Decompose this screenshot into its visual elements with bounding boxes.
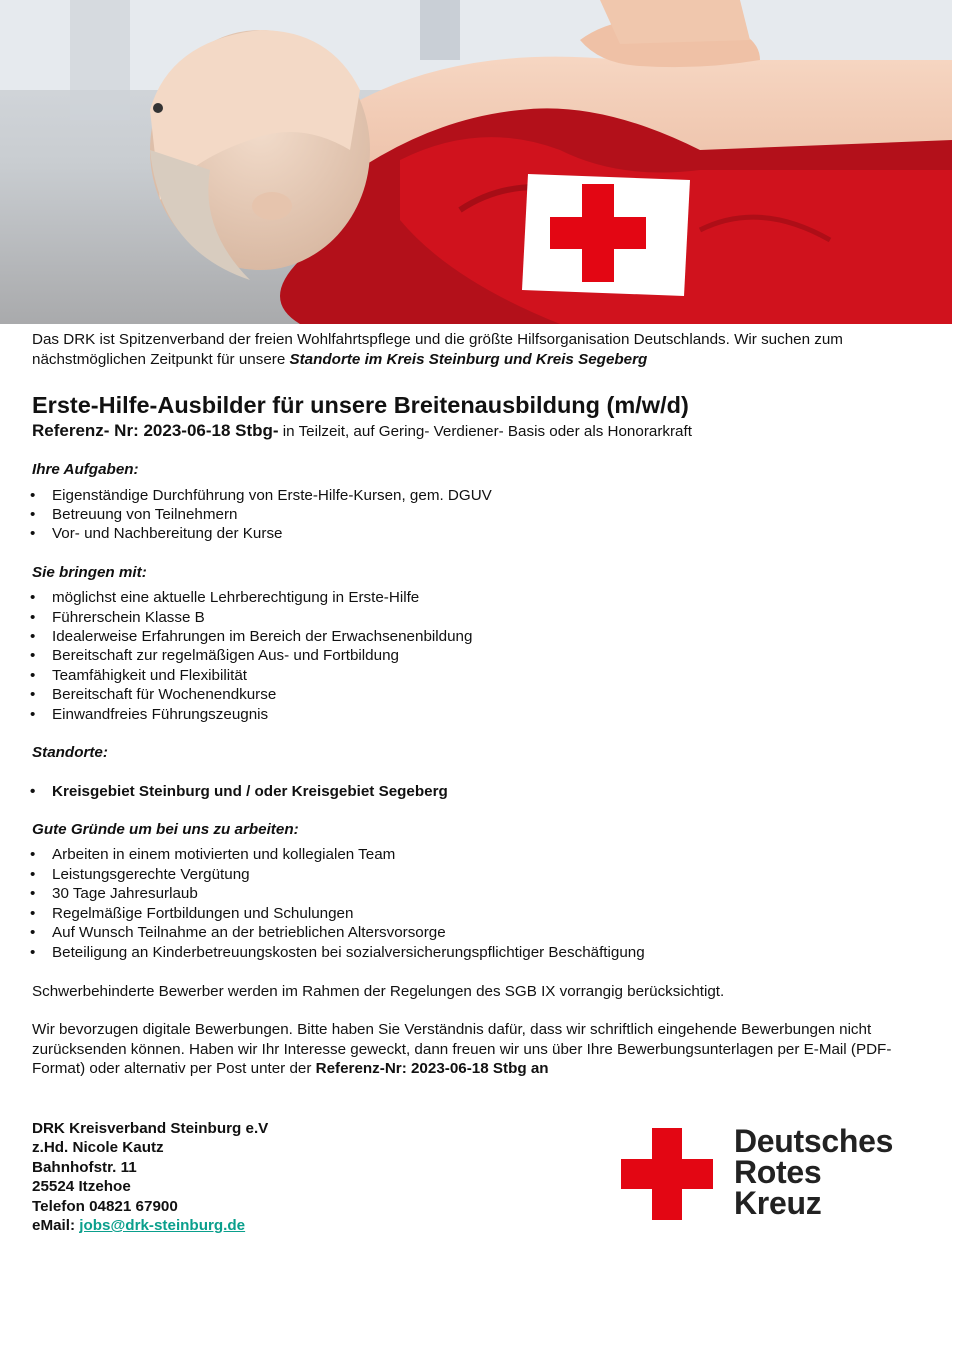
locations-heading: Standorte:: [32, 744, 108, 762]
list-item: • Idealerweise Erfahrungen im Bereich der Erwachsenenbildung: [30, 627, 932, 646]
list-item: • Arbeiten in einem motivierten und kollegialen Team: [30, 845, 932, 864]
contact-phone: Telefon 04821 67900: [32, 1197, 178, 1215]
application-reference: Referenz-Nr: 2023-06-18 Stbg an: [315, 1060, 549, 1078]
list-item: • Einwandfreies Führungszeugnis: [30, 705, 932, 724]
email-link[interactable]: jobs@drk-steinburg.de: [79, 1217, 246, 1235]
tasks-list: [32, 486, 932, 544]
red-cross-icon: [621, 1128, 713, 1220]
list-item: • Betreuung von Teilnehmern: [30, 505, 932, 524]
tasks-heading: Ihre Aufgaben:: [32, 461, 139, 478]
list-item: • Eigenständige Durchführung von Erste-Hilfe-Kursen, gem. DGUV: [30, 486, 932, 505]
reference-number: Referenz- Nr: 2023-06-18 Stbg-: [32, 421, 279, 440]
list-item: • Kreisgebiet Steinburg und / oder Kreisgebiet Segeberg: [30, 782, 932, 801]
list-item: • Vor- und Nachbereitung der Kurse: [30, 524, 932, 543]
contact-email-line: [32, 1216, 268, 1235]
drk-logo: [621, 1123, 921, 1226]
job-title: Erste-Hilfe-Ausbilder für unsere Breitenausbildung (m/w/d): [32, 392, 689, 418]
job-posting: [32, 330, 932, 1079]
list-item: • Bereitschaft für Wochenendkurse: [30, 685, 932, 704]
locations-list: [32, 782, 932, 801]
list-item: • Führerschein Klasse B: [30, 608, 932, 627]
application-note: [32, 1020, 932, 1079]
benefits-list: [32, 845, 932, 961]
email-label: eMail:: [32, 1217, 80, 1235]
contact-street: Bahnhofstr. 11: [32, 1158, 137, 1176]
list-item: • Bereitschaft zur regelmäßigen Aus- und Fortbildung: [30, 646, 932, 665]
hero-photo: [0, 0, 952, 324]
benefits-heading: Gute Gründe um bei uns zu arbeiten:: [32, 820, 299, 838]
logo-line-3: Kreuz: [734, 1185, 822, 1221]
application-text: Wir bevorzugen digitale Bewerbungen. Bitte haben Sie Verständnis dafür, dass wir schriftlich eingehende Bewerbungen nicht zurücksenden können. Haben wir Ihr Interesse geweckt, dann freuen wir uns über Ihre Bewerbungsunterlagen per E-Mail (PDF-Format) oder alternativ per Post unter der: [32, 1021, 892, 1078]
intro-text: Das DRK ist Spitzenverband der freien Wohlfahrtspflege und die größte Hilfsorganisation Deutschlands. Wir suchen zum nächstmöglichen Zeitpunkt für unsere: [32, 331, 843, 368]
list-item: • Beteiligung an Kinderbetreuungskosten bei sozialversicherungspflichtiger Beschäftigung: [30, 943, 932, 962]
job-reference: [32, 421, 932, 442]
contact-city: 25524 Itzehoe: [32, 1178, 131, 1196]
intro-paragraph: [32, 330, 932, 369]
list-item: • Auf Wunsch Teilnahme an der betrieblichen Altersvorsorge: [30, 923, 932, 942]
intro-emphasis: Standorte im Kreis Steinburg und Kreis Segeberg: [289, 350, 648, 368]
list-item: • Teamfähigkeit und Flexibilität: [30, 666, 932, 685]
requirements-heading: Sie bringen mit:: [32, 563, 147, 581]
logo-line-1: Deutsches: [734, 1123, 894, 1159]
logo-wordmark: [734, 1123, 894, 1221]
contact-org: DRK Kreisverband Steinburg e.V: [32, 1120, 269, 1137]
requirements-list: [32, 588, 932, 724]
list-item: • Regelmäßige Fortbildungen und Schulungen: [30, 904, 932, 923]
employment-type: in Teilzeit, auf Gering- Verdiener- Basis oder als Honorarkraft: [278, 423, 692, 440]
disability-note: Schwerbehinderte Bewerber werden im Rahmen der Regelungen des SGB IX vorrangig berücksichtigt.: [32, 982, 725, 1000]
list-item: • Leistungsgerechte Vergütung: [30, 865, 932, 884]
contact-attention: z.Hd. Nicole Kautz: [32, 1139, 164, 1157]
list-item: • möglichst eine aktuelle Lehrberechtigung in Erste-Hilfe: [30, 588, 932, 607]
contact-block: [32, 1119, 268, 1235]
logo-line-2: Rotes: [734, 1154, 822, 1190]
list-item: • 30 Tage Jahresurlaub: [30, 884, 932, 903]
